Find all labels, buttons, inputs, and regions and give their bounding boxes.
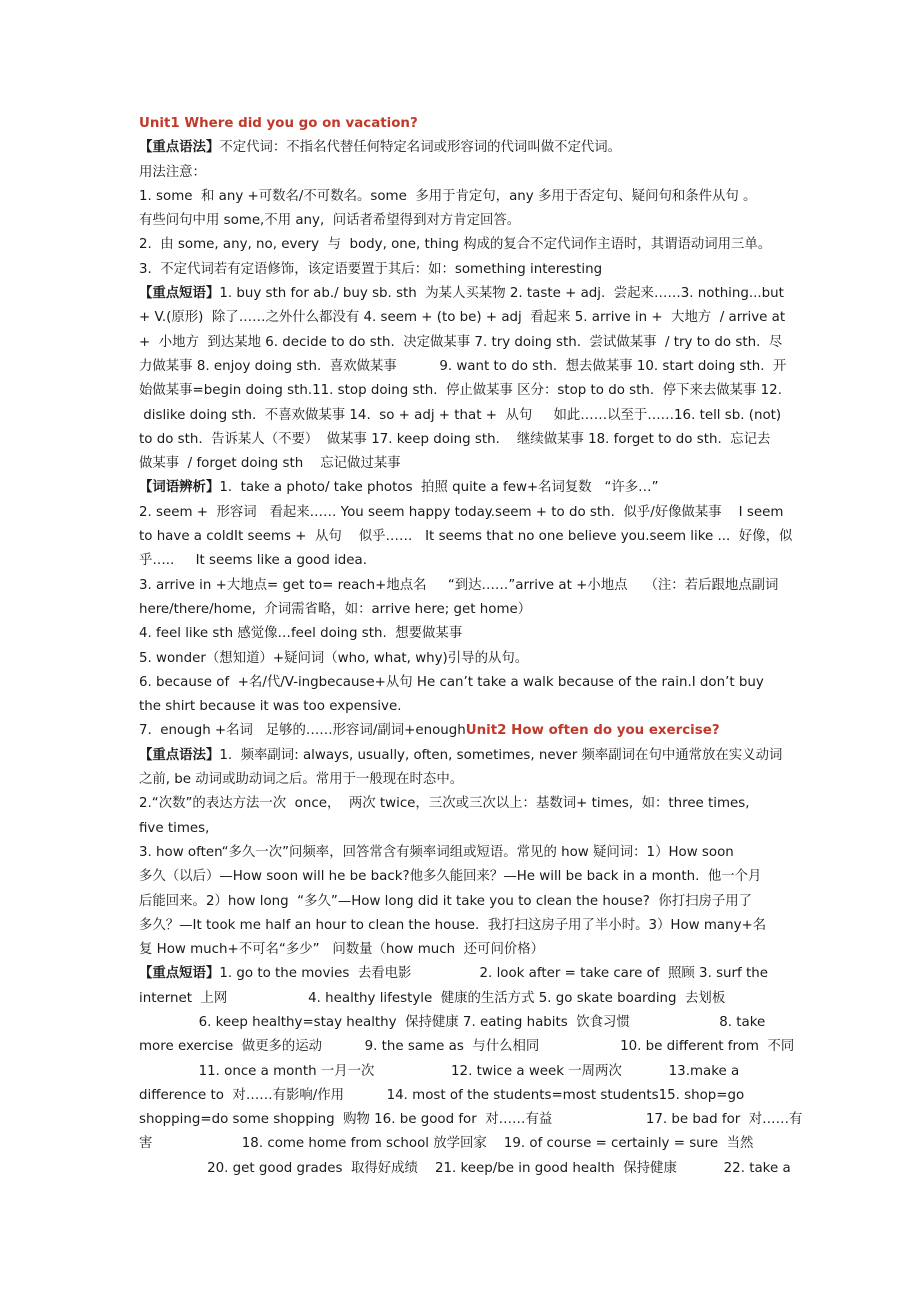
line-text: more exercise 做更多的运动 9. the same as 与什么相同 10. be different from 不同	[139, 1039, 795, 1055]
line-text: 6. because of +名/代/V-ingbecause+从句 He can’t take a walk because of the rain.I don’t buy	[139, 674, 764, 690]
line-text: 1. 频率副词: always, usually, often, sometimes, never 频率副词在句中通常放在实义动词	[219, 747, 783, 763]
text-line	[139, 1011, 787, 1035]
line-text: 11. once a month 一月一次 12. twice a week 一周两次 13.make a	[139, 1063, 740, 1079]
line-text: + 小地方 到达某地 6. decide to do sth. 决定做某事 7. try doing sth. 尝试做某事 / try to do sth. 尽	[139, 334, 783, 350]
line-text: to have a coldIt seems + 从句 似乎…… It seems that no one believe you.seem like ... 好像，似	[139, 529, 793, 545]
text-line	[139, 574, 787, 598]
text-line	[139, 598, 787, 622]
text-line	[139, 452, 787, 476]
document-page	[139, 112, 803, 1181]
text-line	[139, 987, 787, 1011]
text-line	[139, 1060, 787, 1084]
line-text: 做某事 / forget doing sth 忘记做过某事	[139, 456, 401, 472]
text-line	[139, 501, 787, 525]
text-line	[139, 744, 787, 768]
line-text: 后能回来。2）how long “多久”—How long did it take you to clean the house? 你打扫房子用了	[139, 893, 753, 909]
text-line	[139, 136, 787, 160]
text-line	[139, 185, 787, 209]
line-text: 有些问句中用 some,不用 any, 问话者希望得到对方肯定回答。	[139, 213, 521, 229]
line-text: 6. keep healthy=stay healthy 保持健康 7. eating habits 饮食习惯 8. take	[139, 1014, 766, 1030]
text-line	[139, 355, 787, 379]
line-text: five times,	[139, 820, 210, 836]
text-line	[139, 476, 787, 500]
line-text: 7. enough +名词 足够的……形容词/副词+enough	[139, 723, 466, 739]
section-tag: 【重点语法】	[139, 140, 220, 156]
text-line	[139, 792, 787, 816]
text-line	[139, 306, 787, 330]
unit-title: Unit1 Where did you go on vacation?	[139, 116, 418, 131]
text-line	[139, 525, 793, 549]
line-text: 1. go to the movies 去看电影 2. look after = take care of 照顾 3. surf the	[219, 966, 768, 982]
line-text: 多久（以后）—How soon will he be back?他多久能回来？—He will be back in a month. 他一个月	[139, 869, 762, 885]
line-text: 不定代词：不指名代替任何特定名词或形容词的代词叫做不定代词。	[219, 140, 622, 156]
line-text: 害 18. come home from school 放学回家 19. of course = certainly = sure 当然	[139, 1136, 754, 1152]
line-text: 1. take a photo/ take photos 拍照 quite a few+名词复数 “许多…”	[219, 480, 659, 496]
text-line	[139, 282, 787, 306]
line-text: 1. buy sth for ab./ buy sb. sth 为某人买某物 2. taste + adj. 尝起来……3. nothing...but	[219, 286, 784, 302]
line-text: 之前, be 动词或助动词之后。常用于一般现在时态中。	[139, 772, 464, 788]
line-text: 4. feel like sth 感觉像…feel doing sth. 想要做某事	[139, 626, 463, 642]
text-line	[139, 841, 787, 865]
text-line	[139, 258, 787, 282]
text-line	[139, 428, 787, 452]
line-text: 多久？—It took me half an hour to clean the house. 我打扫这房子用了半小时。3）How many+名	[139, 917, 767, 933]
text-line	[139, 1035, 795, 1059]
line-text: 3. 不定代词若有定语修饰，该定语要置于其后：如：something interesting	[139, 261, 603, 277]
line-text: here/there/home, 介词需省略，如：arrive here; get home）	[139, 601, 532, 617]
text-line	[139, 1084, 787, 1108]
line-text: dislike doing sth. 不喜欢做某事 14. so + adj + that + 从句 如此……以至于……16. tell sb. (not)	[139, 407, 782, 423]
section-tag: 【重点语法】	[139, 747, 220, 763]
text-line	[139, 112, 787, 136]
line-text: 始做某事=begin doing sth.11. stop doing sth. 停止做某事 区分：stop to do sth. 停下来去做某事 12.	[139, 383, 782, 399]
line-text: internet 上网 4. healthy lifestyle 健康的生活方式 5. go skate boarding 去划板	[139, 990, 726, 1006]
text-line	[139, 233, 787, 257]
line-text: 用法注意：	[139, 164, 206, 180]
line-text: 2. seem + 形容词 看起来…… You seem happy today.seem + to do sth. 似乎/好像做某事 I seem	[139, 504, 784, 520]
line-text: 复 How much+不可名“多少” 问数量（how much 还可问价格）	[139, 942, 544, 958]
line-text: 力做某事 8. enjoy doing sth. 喜欢做某事 9. want to do sth. 想去做某事 10. start doing sth. 开	[139, 358, 787, 374]
text-line	[139, 622, 787, 646]
text-line	[139, 938, 787, 962]
text-line	[139, 865, 787, 889]
text-line	[139, 404, 787, 428]
line-text: 3. arrive in +大地点= get to= reach+地点名 “到达……”arrive at +小地点 （注：若后跟地点副词	[139, 577, 779, 593]
line-text: 20. get good grades 取得好成绩 21. keep/be in good health 保持健康 22. take a	[139, 1160, 791, 1176]
text-line	[139, 161, 787, 185]
text-line	[139, 914, 787, 938]
line-text: shopping=do some shopping 购物 16. be good for 对……有益 17. be bad for 对……有	[139, 1112, 803, 1128]
line-text: 2.“次数”的表达方法一次 once， 两次 twice，三次或三次以上：基数词+ times, 如：three times,	[139, 796, 750, 812]
line-text: 3. how often“多久一次”问频率，回答常含有频率词组或短语。常见的 how 疑问词：1）How soon	[139, 844, 734, 860]
text-line	[139, 647, 787, 671]
text-line	[139, 695, 787, 719]
text-line	[139, 719, 787, 743]
text-line	[139, 1132, 787, 1156]
text-line	[139, 1157, 791, 1181]
unit-title: Unit2 How often do you exercise?	[465, 723, 720, 739]
text-line	[139, 549, 787, 573]
text-line	[139, 379, 787, 403]
section-tag: 【词语辨析】	[139, 480, 220, 496]
line-text: difference to 对……有影响/作用 14. most of the students=most students15. shop=go	[139, 1087, 745, 1103]
line-text: + V.(原形) 除了……之外什么都没有 4. seem + (to be) + adj 看起来 5. arrive in + 大地方 / arrive at	[139, 310, 786, 326]
text-line	[139, 671, 787, 695]
text-line	[139, 209, 787, 233]
line-text: to do sth. 告诉某人（不要） 做某事 17. keep doing sth. 继续做某事 18. forget to do sth. 忘记去	[139, 431, 771, 447]
text-line	[139, 817, 787, 841]
line-text: 2. 由 some, any, no, every 与 body, one, thing 构成的复合不定代词作主语时，其谓语动词用三单。	[139, 237, 772, 253]
section-tag: 【重点短语】	[139, 286, 220, 302]
line-text: 乎….. It seems like a good idea.	[139, 553, 368, 569]
text-line	[139, 768, 787, 792]
line-text: the shirt because it was too expensive.	[139, 699, 402, 715]
section-tag: 【重点短语】	[139, 966, 220, 982]
text-line	[139, 331, 787, 355]
text-line	[139, 890, 787, 914]
text-line	[139, 1108, 803, 1132]
line-text: 1. some 和 any +可数名/不可数名。some 多用于肯定句，any 多用于否定句、疑问句和条件从句 。	[139, 188, 757, 204]
text-line	[139, 962, 787, 986]
line-text: 5. wonder（想知道）+疑问词（who, what, why)引导的从句。	[139, 650, 529, 666]
